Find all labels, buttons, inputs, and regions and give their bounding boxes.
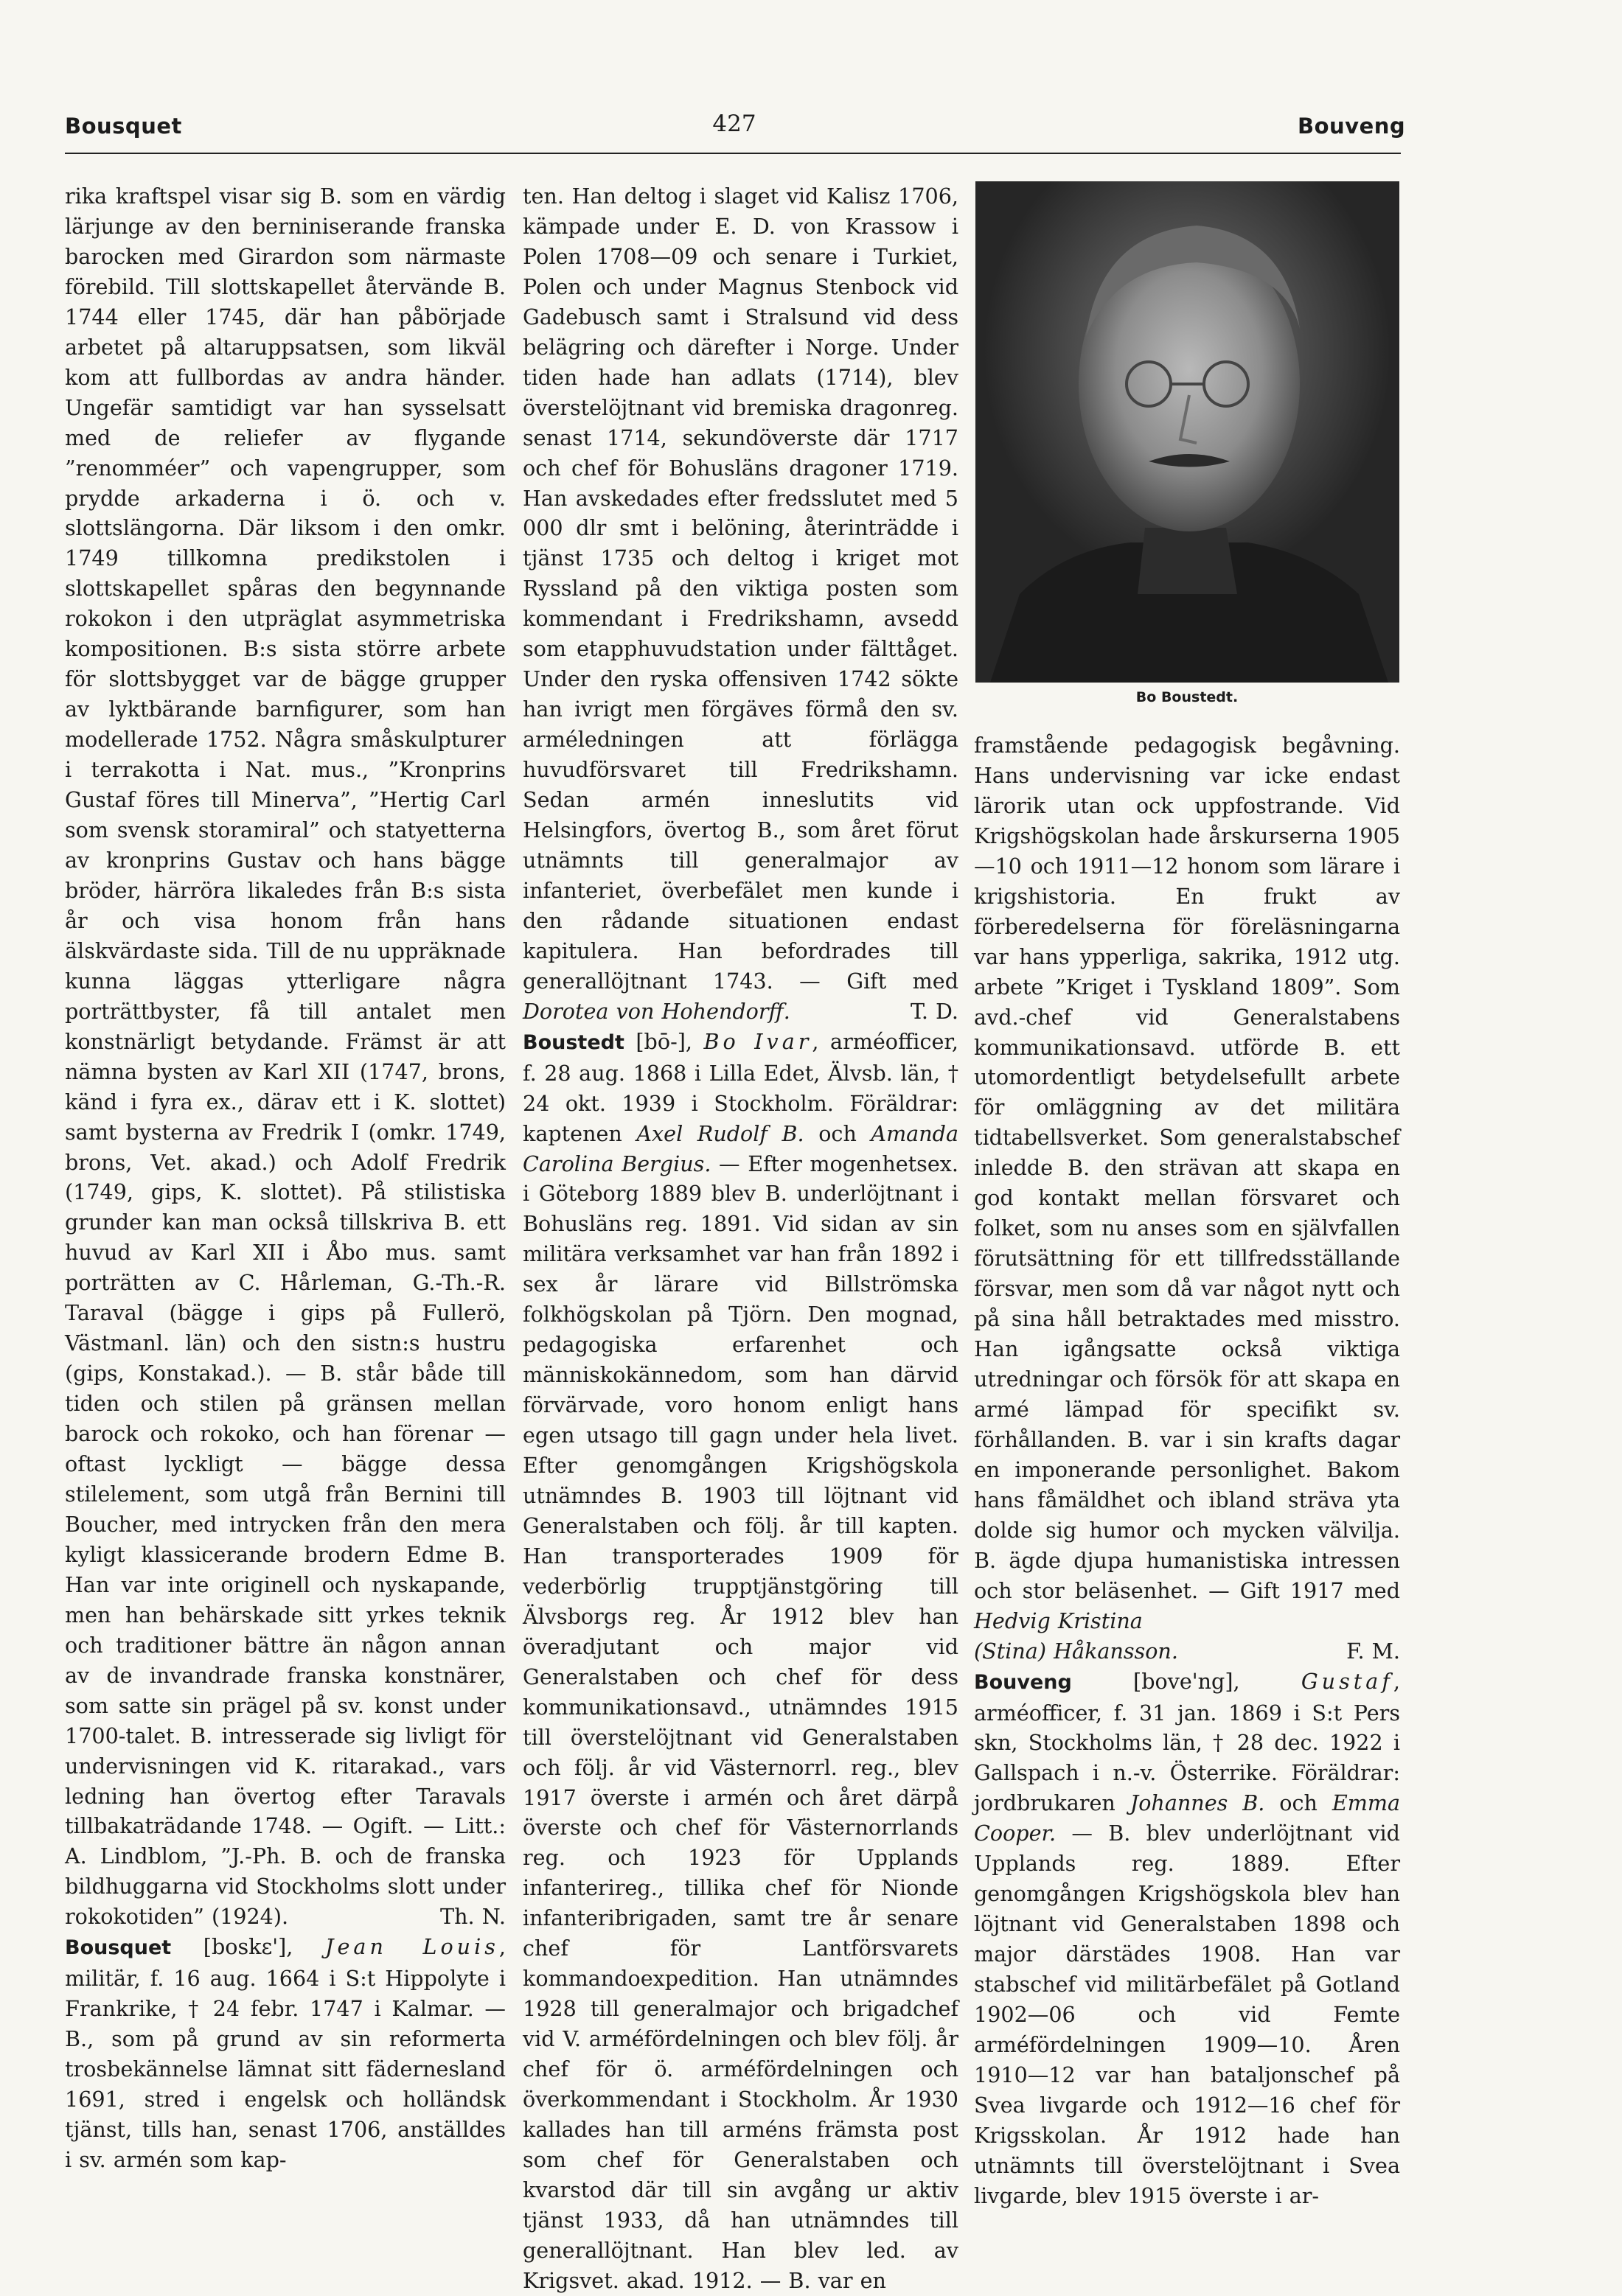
entry-text: , militär, f. 16 aug. 1664 i S:t Hippolyte i Frankrike, † 24 febr. 1747 i Kalmar. — B., som på grund av sin reformerta trosbekännelse lämnat sitt fädernesland 1691, stred i engelsk och holländsk tjänst, tills han, senast 1706, anställdes i sv. armén som kap- <box>65 1934 506 2172</box>
paragraph-text: framstående pedagogisk begåvning. Hans undervisning var icke endast lärorik utan ock uppfostrande. Vid Krigshögskolan hade årskurserna 1905—10 och 1911—12 honom som lärare i krigshistoria. En frukt av förberedelserna för föreläsningarna var hans ypperliga, sakrika, 1912 utg. arbete ”Kriget i Tyskland 1809”. Som avd.-chef vid Generalstabens kommunikationsavd. utförde B. ett utomordentligt betydelsefullt arbete för omläggning av det militära tidtabellsverket. Som generalstabschef inledde B. den strävan att skapa en god kontakt mellan försvaret och folket, som nu anses som en självfallen förutsättning för ett tillfredsställande försvar, men som då var något nytt och på sina håll betraktades med misstro. Han igångsatte också viktiga utredningar och försök för att skapa en armé lämpad för specifikt sv. förhållanden. B. var i sin krafts dagar en imponerande personlighet. Bakom hans fåmäldhet och ibland sträva yta dolde sig humor och mycken välvilja. B. ägde djupa humanistiska intressen och stor beläsenhet. — Gift 1917 med <box>974 733 1400 1603</box>
given-name: Bo Ivar <box>703 1028 812 1054</box>
conjunction: och <box>1264 1790 1332 1816</box>
pronunciation: [bō-], <box>624 1028 704 1054</box>
entry-text: — Efter mogenhetsex. i Göteborg 1889 blev B. underlöjtnant i Bohusläns reg. 1891. Vid sidan av sin militära verksamhet var han från 1892 i sex år lärare vid Billströmska folkhögskolan på Tjörn. Den mognad, pedagogiska erfarenhet och människokännedom, som han därvid förvärvade, voro honom enligt hans egen utsago till gagn under hela livet. Efter genomgången Krigshögskola utnämndes B. 1903 till löjtnant vid Generalstaben och följ. år till kapten. Han transporterades 1909 för vederbörlig trupptjänstgöring till Älvsborgs reg. År 1912 blev han överadjutant och major vid Generalstaben och chef för dess kommunikationsavd., utnämndes 1915 till överstelöjtnant vid Generalstaben och följ. år vid Västernorrl. reg., blev 1917 överste i armén och året därpå överste och chef för Västernorrlands reg. och 1923 för Upplands infanterireg., tillika chef för Nionde infanteribrigaden, samt tre år senare chef för Lantförsvarets kommandoexpedition. Han utnämndes 1928 till generalmajor och brigadchef vid V. arméfördelningen och blev följ. år chef för ö. arméfördelningen och överkommendant i Stockholm. År 1930 kallades han till arméns främsta post som chef för Generalstaben och kvarstod där till sin avgång ur aktiv tjänst 1933, då han utnämndes till generallöjtnant. Han blev led. av Krigsvet. akad. 1912. — B. var en <box>523 1151 958 2293</box>
bousquet-jl-entry-cont <box>523 181 958 1027</box>
author-signature: T. D. <box>910 998 958 1024</box>
spouse-name-cont: (Stina) Håkansson. <box>974 1638 1178 1664</box>
entry-keyword: Boustedt <box>523 1030 624 1054</box>
entry-keyword: Bousquet <box>65 1936 172 1960</box>
running-head-left: Bousquet <box>65 114 182 139</box>
father-name: Axel Rudolf B. <box>636 1120 804 1146</box>
spouse-name: Dorotea von Hohendorff. <box>523 998 790 1024</box>
boustedt-entry <box>523 1027 958 2296</box>
entry-text: , arméofficer, f. 28 aug. 1868 i Lilla Edet, Älvsb. län, † 24 okt. 1939 i Stockholm. Föräldrar: kaptenen <box>523 1028 959 1146</box>
bousquet-jp-entry-end <box>65 181 506 1932</box>
column-2 <box>523 181 958 2296</box>
header-rule <box>65 153 1401 154</box>
running-head-right: Bouveng <box>1298 114 1406 139</box>
column-1 <box>65 181 506 2175</box>
author-signature: Th. N. <box>440 1904 506 1930</box>
column-3 <box>974 730 1400 2211</box>
portrait-illustration <box>975 181 1399 683</box>
entry-keyword: Bouveng <box>974 1670 1072 1694</box>
entry-text: — B. blev underlöjtnant vid Upplands reg. 1889. Efter genomgången Krigshögskola blev han löjtnant vid Generalstaben 1898 och major därstädes 1908. Han var stabschef vid militärbefälet på Gotland 1902—06 och vid Femte arméfördelningen 1909—10. Åren 1910—12 var han bataljonschef på Svea livgarde och 1912—16 chef för Krigsskolan. År 1912 hade han utnämnts till överstelöjtnant i Svea livgarde, blev 1915 överste i ar- <box>974 1821 1400 2208</box>
pronunciation: [bove'ng], <box>1071 1668 1301 1694</box>
photo-caption: Bo Boustedt. <box>1135 689 1239 705</box>
mother-name: Amanda Carolina Bergius. <box>523 1120 958 1176</box>
bousquet-jl-entry <box>65 1932 506 2175</box>
given-name: Jean Louis <box>325 1934 499 1960</box>
paragraph-text: ten. Han deltog i slaget vid Kalisz 1706, kämpade under E. D. von Krassow i Polen 1708—09 och senare i Turkiet, Polen och under Magnus Stenbock vid Gadebusch samt i Stralsund vid dess belägring och därefter i Norge. Under tiden hade han adlats (1714), blev överstelöjtnant vid bremiska dragonreg. senast 1714, sekundöverste där 1717 och chef för Bohusläns dragoner 1719. Han avskedades efter fredsslutet med 5 000 dlr smt i belöning, återinträdde i tjänst 1735 och deltog i kriget mot Ryssland på den viktiga posten som kommendant i Fredrikshamn, avsedd som etapphuvudstation under fälttåget. Under den ryska offensiven 1742 sökte han ivrigt men förgäves förmå den sv. arméledningen att förlägga huvudförsvaret till Fredrikshamn. Sedan armén inneslutits vid Helsingfors, övertog B., som året förut utnämnts till generalmajor av infanteriet, överbefälet men kunde i den rådande situationen endast kapitulera. Han befordrades till generallöjtnant 1743. — Gift med <box>523 184 958 994</box>
spouse-name: Hedvig Kristina <box>974 1608 1143 1633</box>
conjunction: och <box>804 1120 871 1146</box>
given-name: Gustaf <box>1301 1668 1393 1694</box>
page-number: 427 <box>712 111 756 137</box>
paragraph-text: rika kraftspel visar sig B. som en värdig lärjunge av den berniniserande franska barocken med Girardon som närmaste förebild. Till slottskapellet återvände B. 1744 eller 1745, där han påbörjade arbetet på altaruppsatsen, som likväl kom att fullbordas av andra händer. Ungefär samtidigt var han sysselsatt med de reliefer av flygande ”renomméer” och vapengrupper, som prydde arkaderna i ö. och v. slottslängorna. Där liksom i den omkr. 1749 tillkomna predikstolen i slottskapellet spåras den begynnande rokokon i den utpräglat asymmetriska kompositionen. B:s sista större arbete för slottsbygget var de bägge grupper av lyktbärande barnfigurer, som han modellerade 1752. Några småskulpturer i terrakotta i Nat. mus., ”Kronprins Gustaf föres till Minerva”, ”Hertig Carl som svensk storamiral” och statyetterna av kronprins Gustav och hans bägge bröder, härröra likaledes från B:s sista år och visa honom från hans älskvärdaste sida. Till de nu uppräknade kunna läggas ytterligare några porträttbyster, få till antalet men konstnärligt betydande. Främst är att nämna bysten av Karl XII (1747, brons, känd i fyra ex., därav ett i K. slottet) samt bysterna av Fredrik I (omkr. 1749, brons, Vet. akad.) och Adolf Fredrik (1749, gips, K. slottet). På stilistiska grunder kan man också tillskriva B. ett huvud av Karl XII i Åbo mus. samt porträtten av C. Hårleman, G.-Th.-R. Taraval (bägge i gips på Fullerö, Västmanl. län) och den sistn:s hustru (gips, Konstakad.). — B. står både till tiden och stilen på gränsen mellan barock och rokoko, och han förenar — oftast lyckligt — bägge dessa stilelement, som utgå från Bernini till Boucher, med intrycken från den mera kyligt klassicerande brodern Edme B. Han var inte originell och nyskapande, men han behärskade sitt yrkes teknik och traditioner bättre än någon annan av de invandrade franska konstnärer, som satte sin prägel på sv. konst under 1700-talet. B. intresserade sig livligt för undervisningen vid K. ritarakad., vars ledning han övertog efter Taravals tillbakaträdande 1748. — Ogift. — Litt.: A. Lindblom, ”J.-Ph. B. och de franska bildhuggarna vid Stockholms slott under rokokotiden” (1924). <box>65 184 506 1930</box>
father-name: Johannes B. <box>1130 1790 1265 1816</box>
entry-text: , arméofficer, f. 31 jan. 1869 i S:t Pers skn, Stockholms län, † 28 dec. 1922 i Gallspach i n.-v. Österrike. Föräldrar: jordbrukaren <box>974 1668 1400 1816</box>
portrait-photo <box>975 181 1399 683</box>
bouveng-entry <box>974 1667 1400 2211</box>
pronunciation: [boskɛ'], <box>171 1934 326 1960</box>
boustedt-entry-cont <box>974 730 1400 1667</box>
mother-name: Emma Cooper. <box>974 1790 1400 1846</box>
author-signature: F. M. <box>1346 1638 1400 1664</box>
